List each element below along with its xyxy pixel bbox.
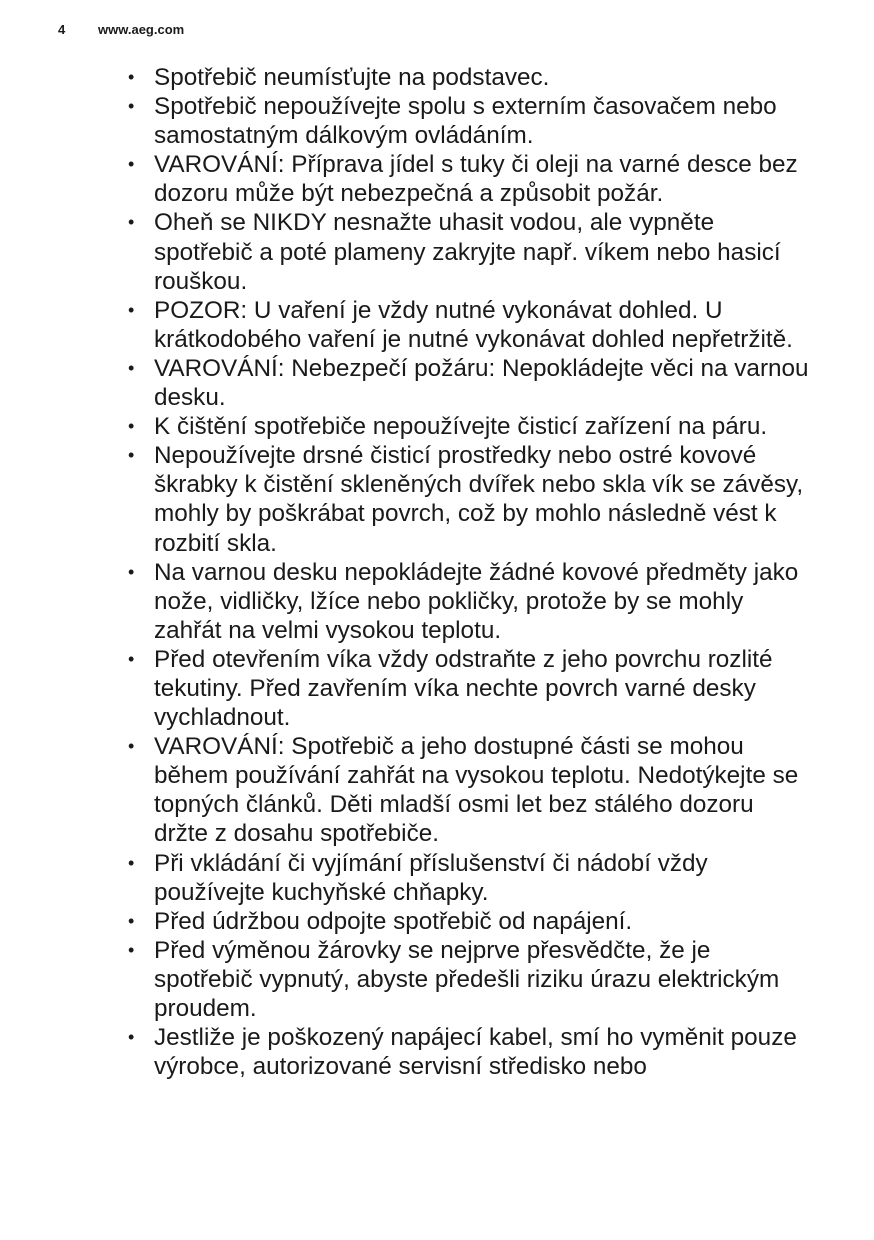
bullet-icon: • <box>128 939 135 960</box>
list-item-text: VAROVÁNÍ: Nebezpečí požáru: Nepokládejte věci na varnou desku. <box>154 354 809 412</box>
list-item-text: Spotřebič neumísťujte na podstavec. <box>154 64 550 91</box>
bullet-icon: • <box>128 299 135 320</box>
list-item <box>124 1023 814 1081</box>
list-item-text: Spotřebič nepoužívejte spolu s externím časovačem nebo samostatným dálkovým ovládáním. <box>154 93 777 150</box>
page-header <box>58 22 184 37</box>
list-item <box>124 296 814 354</box>
list-item <box>124 907 814 936</box>
bullet-icon: • <box>128 96 135 117</box>
list-item <box>124 63 814 92</box>
list-item-text: Nepoužívejte drsné čisticí prostředky nebo ostré kovové škrabky k čistění skleněných dvířek nebo skla vík se závěsy, mohly by poškrábat povrch, což by mohlo následně vést k rozbití skla. <box>154 442 804 557</box>
list-item <box>124 645 814 732</box>
list-item-text: VAROVÁNÍ: Spotřebič a jeho dostupné části se mohou během používání zahřát na vysokou teplotu. Nedotýkejte se topných článků. Děti mladší osmi let bez stálého dozoru držte z dosahu spotřebiče. <box>154 733 799 848</box>
website-url: www.aeg.com <box>98 22 185 37</box>
bullet-icon: • <box>128 445 135 466</box>
list-item-text: Před údržbou odpojte spotřebič od napájení. <box>154 907 633 935</box>
list-item-text: Před otevřením víka vždy odstraňte z jeho povrchu rozlité tekutiny. Před zavřením víka nechte povrch varné desky vychladnout. <box>154 645 773 732</box>
list-item-text: Při vkládání či vyjímání příslušenství či nádobí vždy používejte kuchyňské chňapky. <box>154 849 708 906</box>
list-item <box>124 849 814 907</box>
list-item-text: Na varnou desku nepokládejte žádné kovové předměty jako nože, vidličky, lžíce nebo pokličky, protože by se mohly zahřát na velmi vysokou teplotu. <box>154 558 799 644</box>
bullet-icon: • <box>128 212 135 233</box>
list-item <box>124 412 814 441</box>
safety-instructions-list <box>124 63 814 1081</box>
list-item <box>124 150 814 208</box>
list-item-text: Před výměnou žárovky se nejprve přesvědčte, že je spotřebič vypnutý, abyste předešli riziku úrazu elektrickým proudem. <box>154 936 780 1022</box>
bullet-icon: • <box>128 416 135 437</box>
list-item-text: POZOR: U vaření je vždy nutné vykonávat dohled. U krátkodobého vaření je nutné vykonávat dohled nepřetržitě. <box>154 296 793 353</box>
list-item <box>124 208 814 295</box>
bullet-icon: • <box>128 154 135 175</box>
list-item <box>124 732 814 848</box>
page-number: 4 <box>58 22 66 37</box>
bullet-icon: • <box>128 357 135 378</box>
list-item <box>124 354 814 412</box>
list-item <box>124 92 814 150</box>
list-item-text: K čištění spotřebiče nepoužívejte čisticí zařízení na páru. <box>154 413 768 441</box>
bullet-icon: • <box>128 910 135 931</box>
bullet-icon: • <box>128 1027 135 1048</box>
list-item <box>124 441 814 557</box>
bullet-icon: • <box>128 852 135 873</box>
bullet-icon: • <box>128 736 135 757</box>
list-item-text: Jestliže je poškozený napájecí kabel, smí ho vyměnit pouze výrobce, autorizované servisní středisko nebo <box>154 1024 797 1081</box>
bullet-icon: • <box>128 67 135 87</box>
list-item <box>124 936 814 1023</box>
list-item-text: VAROVÁNÍ: Příprava jídel s tuky či oleji na varné desce bez dozoru může být nebezpečná a způsobit požár. <box>154 151 798 208</box>
bullet-icon: • <box>128 648 135 669</box>
list-item <box>124 558 814 645</box>
list-item-text: Oheň se NIKDY nesnažte uhasit vodou, ale vypněte spotřebič a poté plameny zakryjte např. víkem nebo hasicí rouškou. <box>154 209 781 295</box>
bullet-icon: • <box>128 561 135 582</box>
